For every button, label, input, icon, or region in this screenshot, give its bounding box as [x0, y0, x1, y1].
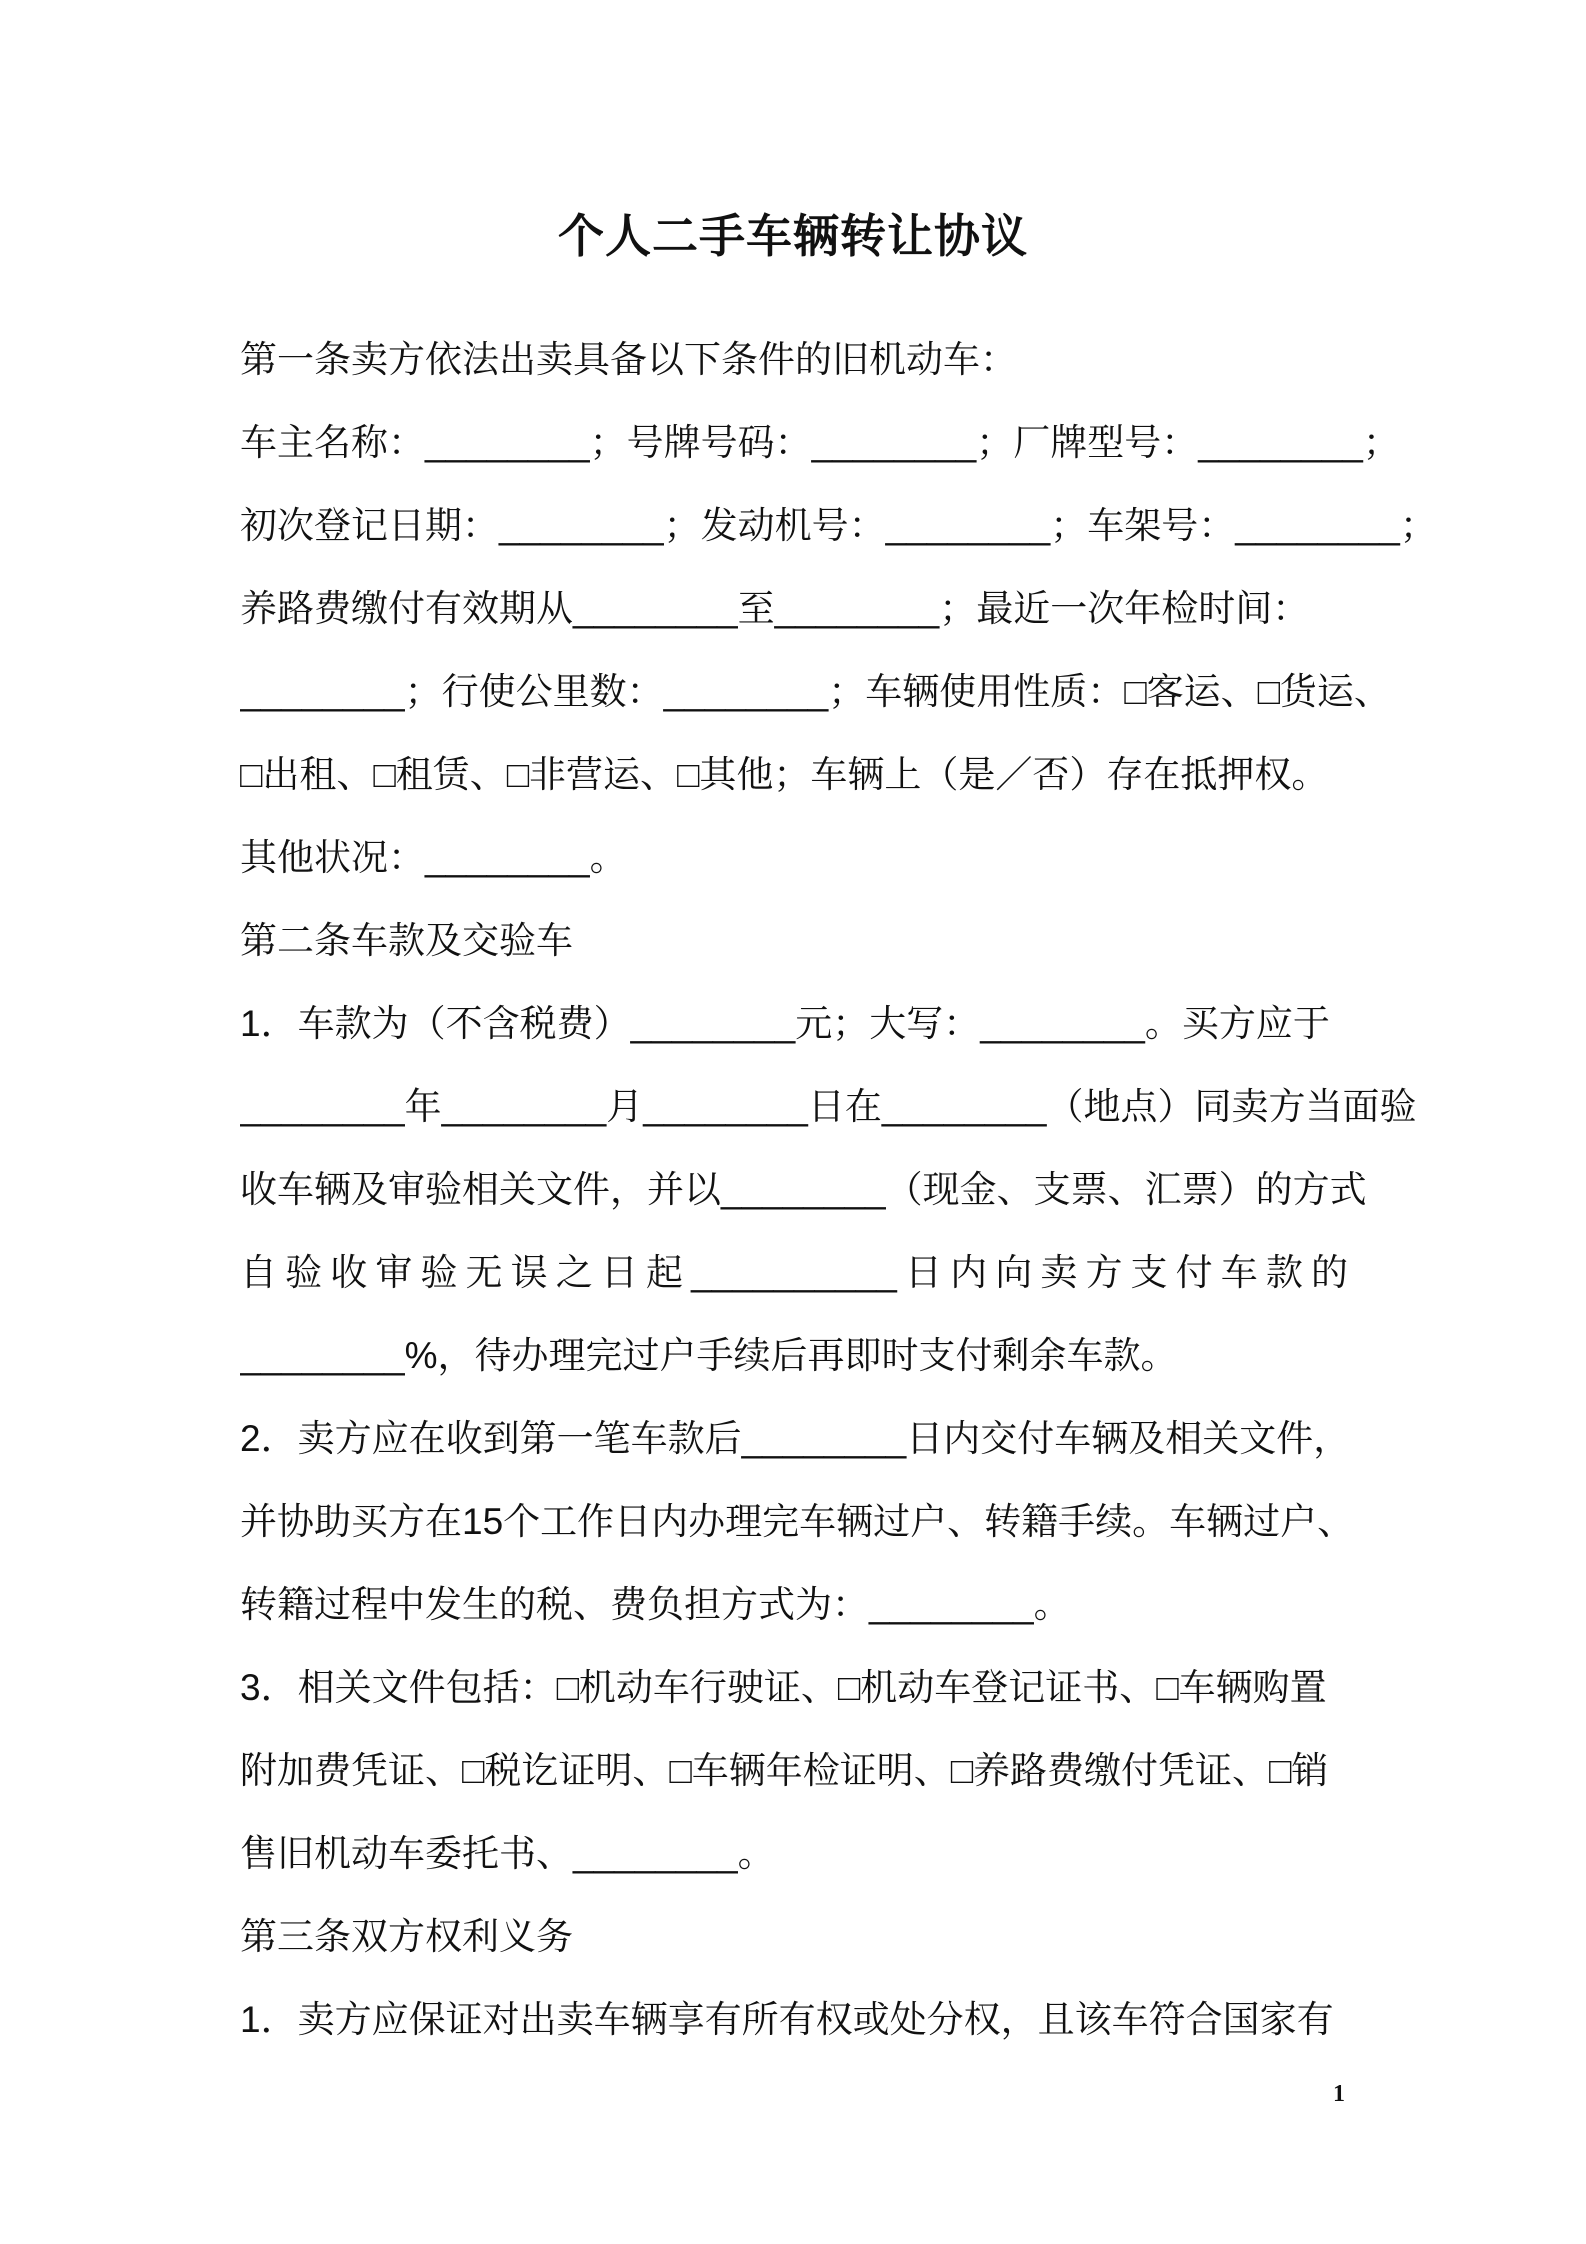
- clause-2-1-line-5: ________%，待办理完过户手续后再即时支付剩余车款。: [240, 1335, 1178, 1376]
- other-conditions-line: 其他状况：________。: [240, 837, 627, 878]
- clause-2-2-line-2: 并协助买方在15个工作日内办理完车辆过户、转籍手续。车辆过户、: [240, 1501, 1355, 1542]
- clause-3-1-line-1: 1．卖方应保证对出卖车辆享有所有权或处分权，且该车符合国家有: [240, 1999, 1334, 2040]
- article-3-heading: 第三条双方权利义务: [240, 1916, 573, 1957]
- document-title: 个人二手车辆转让协议: [558, 210, 1028, 262]
- clause-2-2-line-3: 转籍过程中发生的税、费负担方式为：________。: [240, 1584, 1071, 1625]
- article-1-intro: 第一条卖方依法出卖具备以下条件的旧机动车：: [240, 339, 1017, 380]
- document-body: [240, 318, 1540, 2061]
- clause-2-3-line-2: 附加费凭证、□税讫证明、□车辆年检证明、□养路费缴付凭证、□销: [240, 1750, 1329, 1791]
- road-fee-inspection-line: 养路费缴付有效期从________至________；最近一次年检时间：: [240, 588, 1310, 629]
- usage-options-mortgage-line: □出租、□租赁、□非营运、□其他；车辆上（是／否）存在抵押权。: [240, 754, 1329, 795]
- page-number: 1: [1333, 2081, 1345, 2107]
- mileage-usage-line: ________；行使公里数：________；车辆使用性质：□客运、□货运、: [240, 671, 1391, 712]
- vehicle-owner-plate-model-line: 车主名称：________；号牌号码：________；厂牌型号：________；: [240, 422, 1400, 463]
- clause-2-1-line-1: 1．车款为（不含税费）________元；大写：________。买方应于: [240, 1003, 1330, 1044]
- clause-2-3-line-3: 售旧机动车委托书、________。: [240, 1833, 775, 1874]
- clause-2-1-line-3: 收车辆及审验相关文件，并以________（现金、支票、汇票）的方式: [240, 1169, 1367, 1210]
- clause-2-3-line-1: 3．相关文件包括：□机动车行驶证、□机动车登记证书、□车辆购置: [240, 1667, 1327, 1708]
- clause-2-1-line-2: ________年________月________日在________（地点）同卖方当面验: [240, 1086, 1417, 1127]
- article-2-heading: 第二条车款及交验车: [240, 920, 573, 961]
- clause-2-2-line-1: 2．卖方应在收到第一笔车款后________日内交付车辆及相关文件，: [240, 1418, 1351, 1459]
- clause-2-1-line-4: 自验收审验无误之日起__________日内向卖方支付车款的: [240, 1252, 1348, 1293]
- registration-engine-frame-line: 初次登记日期：________；发动机号：________；车架号：________；: [240, 505, 1437, 546]
